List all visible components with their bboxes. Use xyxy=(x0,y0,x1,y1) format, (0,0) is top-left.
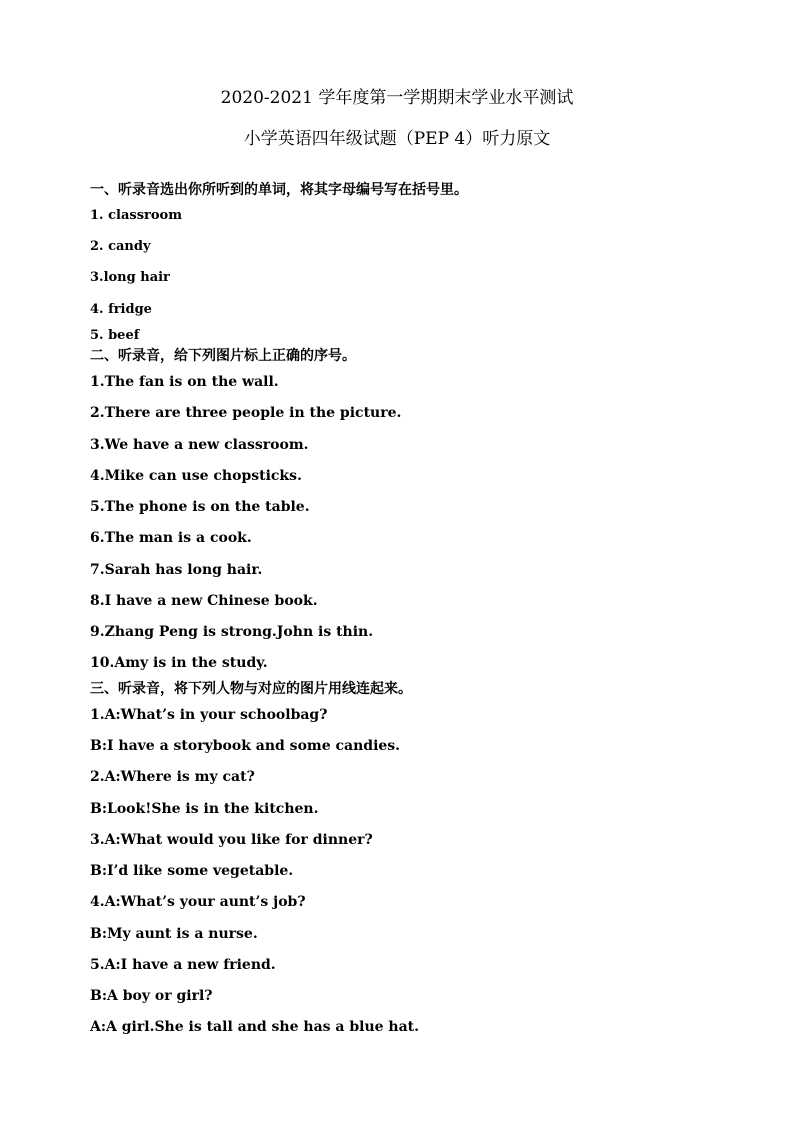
section3-item: B:A boy or girl? xyxy=(90,988,213,1004)
section2-item: 7.Sarah has long hair. xyxy=(90,562,263,578)
section3-item: 2.A:Where is my cat? xyxy=(90,769,255,785)
section2-item: 6.The man is a cook. xyxy=(90,530,252,546)
section2-item: 8.I have a new Chinese book. xyxy=(90,593,318,609)
section3-item: A:A girl.She is tall and she has a blue hat. xyxy=(90,1019,419,1035)
section1-item: 5. beef xyxy=(90,328,140,343)
page-title-line2: 小学英语四年级试题（PEP 4）听力原文 xyxy=(243,129,551,149)
section2-item: 5.The phone is on the table. xyxy=(90,499,310,515)
section1-item: 2. candy xyxy=(90,239,151,254)
section2-item: 4.Mike can use chopsticks. xyxy=(90,468,302,484)
section2-item: 2.There are three people in the picture. xyxy=(90,405,402,421)
section3-item: B:Look!She is in the kitchen. xyxy=(90,801,319,817)
section3-item: 4.A:What’s your aunt’s job? xyxy=(90,894,306,910)
section1-item: 1. classroom xyxy=(90,208,182,223)
section3-heading: 三、听录音，将下列人物与对应的图片用线连起来。 xyxy=(90,681,412,697)
section3-item: 3.A:What would you like for dinner? xyxy=(90,832,373,848)
section3-item: B:My aunt is a nurse. xyxy=(90,926,258,942)
section2-item: 10.Amy is in the study. xyxy=(90,655,268,671)
section1-heading: 一、听录音选出你所听到的单词，将其字母编号写在括号里。 xyxy=(90,182,468,198)
section1-item: 3.long hair xyxy=(90,270,170,285)
section2-item: 9.Zhang Peng is strong.John is thin. xyxy=(90,624,374,640)
section2-item: 1.The fan is on the wall. xyxy=(90,374,279,390)
section2-heading: 二、听录音，给下列图片标上正确的序号。 xyxy=(90,348,356,364)
section3-item: 5.A:I have a new friend. xyxy=(90,957,276,973)
section1-item: 4. fridge xyxy=(90,302,152,317)
section3-item: 1.A:What’s in your schoolbag? xyxy=(90,707,328,723)
section3-item: B:I have a storybook and some candies. xyxy=(90,738,401,754)
section3-item: B:I’d like some vegetable. xyxy=(90,863,294,879)
page-title-line1: 2020-2021 学年度第一学期期末学业水平测试 xyxy=(220,88,574,108)
section2-item: 3.We have a new classroom. xyxy=(90,437,309,453)
